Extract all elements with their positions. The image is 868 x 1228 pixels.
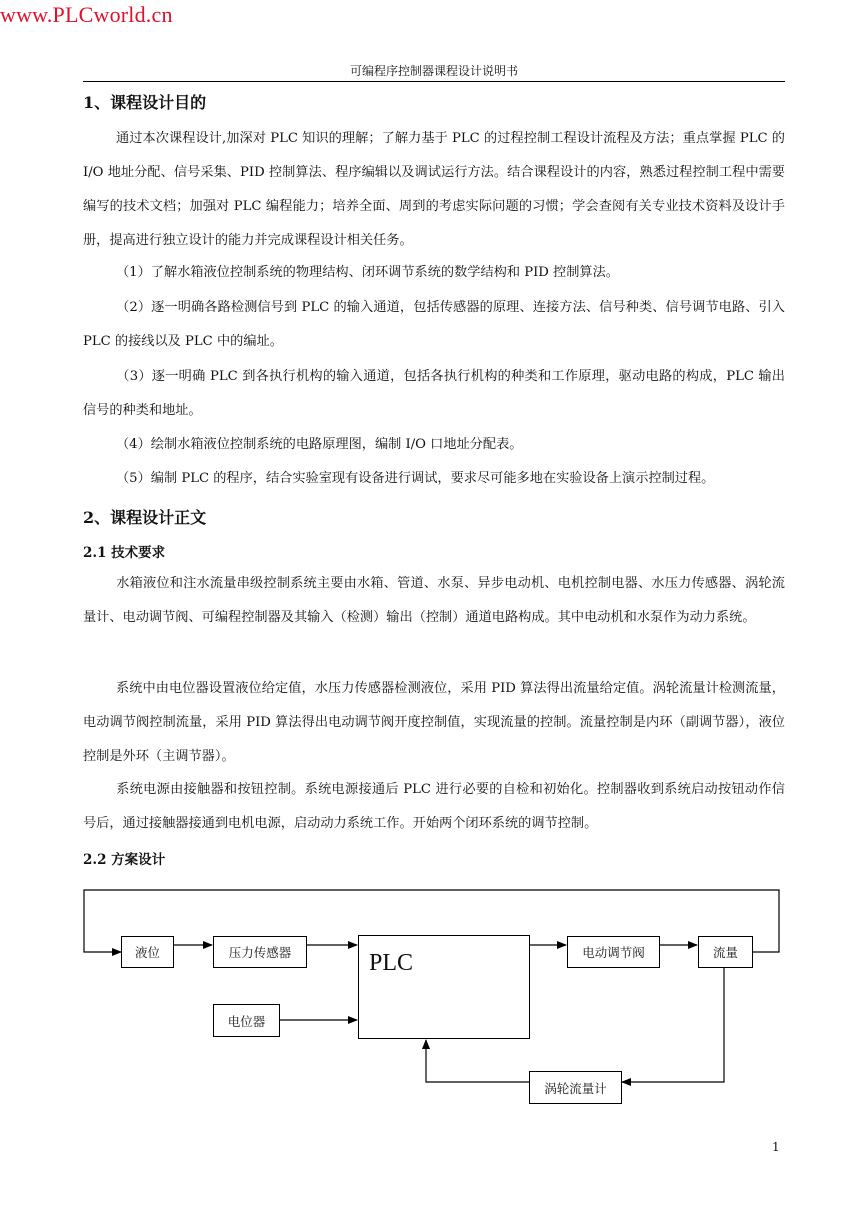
arrow-meter-to-plc: [426, 1040, 529, 1082]
paragraph-purpose: 通过本次课程设计,加深对 PLC 知识的理解；了解力基于 PLC 的过程控制工程设计流程及方法；重点掌握 PLC 的 I/O 地址分配、信号采集、PID 控制算法、程序编辑以及调试运行方法。结合课程设计的内容，熟悉过程控制工程中需要编写的技术文档；加强对 PLC 编程能力；培养全面、周到的考虑实际问题的习惯；学会查阅有关专业技术资料及设计手册，提高进行独立设计的能力并完成课程设计相关任务。: [83, 131, 785, 248]
header-divider: [83, 81, 785, 82]
page-number: 1: [772, 1140, 780, 1154]
list-item-1: （1）了解水箱液位控制系统的物理结构、闭环调节系统的数学结构和 PID 控制算法。: [116, 265, 619, 280]
pressure-sensor-label: 压力传感器: [228, 945, 292, 960]
potentiometer-block: [213, 1004, 280, 1037]
paragraph-requirements-3: 系统电源由接触器和按钮控制。系统电源接通后 PLC 进行必要的自检和初始化。控制器收到系统启动按钮动作信号后，通过接触器接通到电机电源，启动动力系统工作。开始两个闭环系统的调节控制。: [83, 782, 785, 831]
list-item-3: （3）逐一明确 PLC 到各执行机构的输入通道，包括各执行机构的种类和工作原理，驱动电路的构成，PLC 输出信号的种类和地址。: [83, 369, 785, 418]
plc-label: PLC: [369, 950, 414, 976]
watermark-link[interactable]: www.PLCworld.cn: [0, 2, 173, 27]
valve-block: [567, 936, 660, 968]
section-2-title: 2、课程设计正文: [83, 508, 207, 527]
page-header: 可编程序控制器课程设计说明书: [349, 64, 518, 78]
plc-block: [358, 935, 530, 1039]
section-1-title: 1、课程设计目的: [83, 93, 207, 112]
level-block: [121, 936, 174, 968]
flowmeter-label: 涡轮流量计: [544, 1080, 607, 1096]
section-2-2-title: 2.2 方案设计: [83, 852, 166, 868]
list-item-2: （2）逐一明确各路检测信号到 PLC 的输入通道，包括传感器的原理、连接方法、信号种类、信号调节电路、引入 PLC 的接线以及 PLC 中的编址。: [83, 300, 785, 349]
list-item-5: （5）编制 PLC 的程序，结合实验室现有设备进行调试，要求尽可能多地在实验设备上演示控制过程。: [116, 471, 715, 486]
list-item-4: （4）绘制水箱液位控制系统的电路原理图，编制 I/O 口地址分配表。: [116, 437, 523, 452]
level-label: 液位: [134, 945, 160, 960]
flow-block: [698, 936, 753, 968]
potentiometer-label: 电位器: [227, 1013, 266, 1029]
section-2-1-title: 2.1 技术要求: [83, 545, 166, 561]
paragraph-requirements-2: 系统中由电位器设置液位给定值，水压力传感器检测液位，采用 PID 算法得出流量给定值。涡轮流量计检测流量，电动调节阀控制流量，采用 PID 算法得出电动调节阀开度控制值，实现流量的控制。流量控制是内环（副调节器），液位控制是外环（主调节器）。: [83, 681, 785, 764]
paragraph-requirements-1: 水箱液位和注水流量串级控制系统主要由水箱、管道、水泵、异步电动机、电机控制电器、水压力传感器、涡轮流量计、电动调节阀、可编程控制器及其输入（检测）输出（控制）通道电路构成。其中电动机和水泵作为动力系统。: [83, 576, 785, 625]
pressure-sensor-block: [213, 936, 307, 968]
arrow-flow-to-meter: [622, 968, 724, 1082]
flow-label: 流量: [712, 945, 738, 960]
flowmeter-block: [529, 1071, 622, 1104]
valve-label: 电动调节阀: [582, 945, 645, 960]
